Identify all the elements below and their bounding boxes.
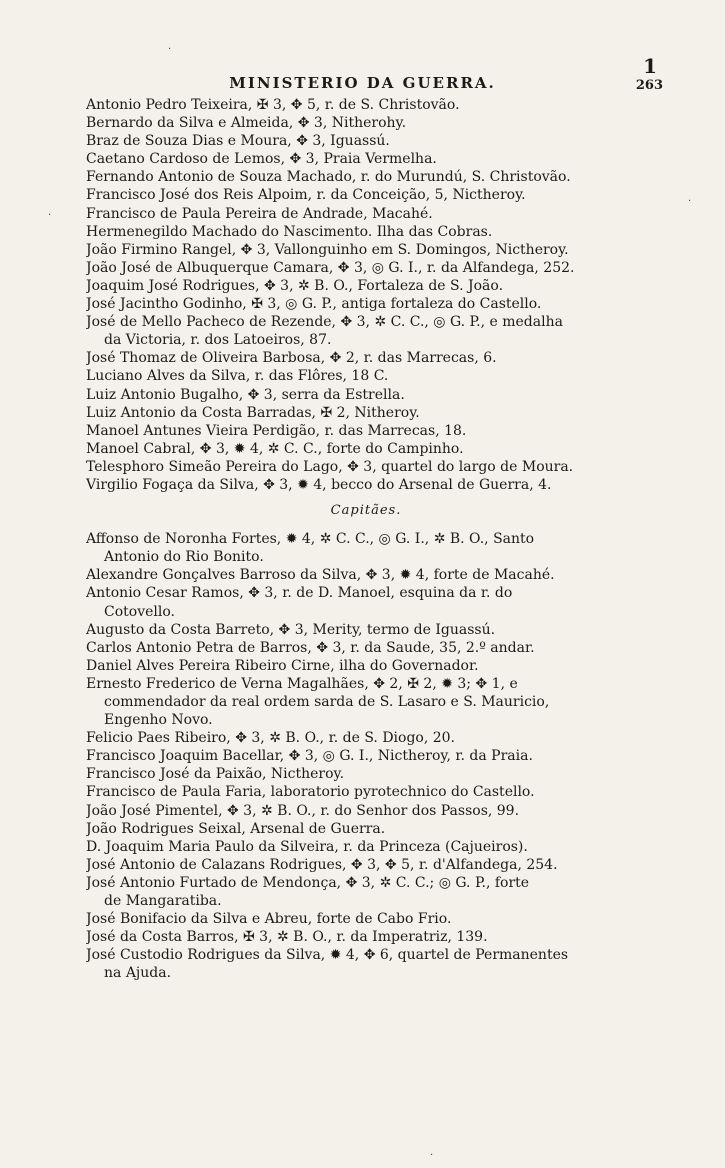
- entry-line: Francisco de Paula Faria, laboratorio pyrotechnico do Castello.: [86, 784, 535, 801]
- entry-line: Manoel Cabral, ✥ 3, ✹ 4, ✲ C. C., forte do Campinho.: [86, 440, 464, 457]
- entry-line: Felicio Paes Ribeiro, ✥ 3, ✲ B. O., r. de S. Diogo, 20.: [86, 730, 456, 747]
- entry-line: Carlos Antonio Petra de Barros, ✥ 3, r. da Saude, 35, 2.º andar.: [86, 639, 535, 656]
- entry-line: Manoel Antunes Vieira Perdigão, r. das Marrecas, 18.: [86, 422, 467, 439]
- entry-line: João José Pimentel, ✥ 3, ✲ B. O., r. do Senhor dos Passos, 99.: [86, 802, 520, 819]
- entry-line: Francisco José da Paixão, Nictheroy.: [86, 766, 345, 783]
- entry-line: José Custodio Rodrigues da Silva, ✹ 4, ✥ 6, quartel de Permanentes: [86, 947, 569, 964]
- page-number: 263: [635, 78, 663, 93]
- entry-line: José Antonio de Calazans Rodrigues, ✥ 3, ✥ 5, r. d'Alfandega, 254.: [86, 856, 558, 873]
- entry-line: Fernando Antonio de Souza Machado, r. do Murundú, S. Christovão.: [86, 169, 571, 186]
- entry-line: Luiz Antonio Bugalho, ✥ 3, serra da Estrella.: [86, 386, 405, 403]
- entry-line: Hermenegildo Machado do Nascimento. Ilha das Cobras.: [86, 223, 493, 240]
- entry-line: José Thomaz de Oliveira Barbosa, ✥ 2, r. das Marrecas, 6.: [86, 350, 497, 367]
- section-heading: Capitães.: [330, 503, 402, 519]
- entry-line: Francisco de Paula Pereira de Andrade, Macahé.: [86, 205, 433, 222]
- entry-line: José Bonifacio da Silva e Abreu, forte de Cabo Frio.: [86, 911, 452, 928]
- entry-line: José Jacintho Godinho, ✠ 3, ◎ G. P., antiga fortaleza do Castello.: [86, 296, 542, 313]
- entry-line: Francisco Joaquim Bacellar, ✥ 3, ◎ G. I., Nictheroy, r. da Praia.: [86, 748, 533, 765]
- entry-line: José da Costa Barros, ✠ 3, ✲ B. O., r. da Imperatriz, 139.: [86, 929, 488, 946]
- entry-continuation: Engenho Novo.: [104, 712, 213, 729]
- speck: ·: [430, 1150, 434, 1161]
- entry-line: João Firmino Rangel, ✥ 3, Vallonguinho em S. Domingos, Nictheroy.: [86, 241, 569, 258]
- entry-continuation: Antonio do Rio Bonito.: [104, 549, 264, 566]
- speck: ·: [48, 210, 52, 221]
- entry-list: [86, 96, 646, 983]
- entry-line: Joaquim José Rodrigues, ✥ 3, ✲ B. O., Fortaleza de S. João.: [86, 277, 504, 294]
- entry-continuation: da Victoria, r. dos Latoeiros, 87.: [104, 332, 332, 349]
- entry-line: Luiz Antonio da Costa Barradas, ✠ 2, Nitheroy.: [86, 404, 420, 421]
- running-title: MINISTERIO DA GUERRA.: [229, 74, 496, 92]
- entry-line: Virgilio Fogaça da Silva, ✥ 3, ✹ 4, becco do Arsenal de Guerra, 4.: [86, 476, 552, 493]
- entry-line: Braz de Souza Dias e Moura, ✥ 3, Iguassú.: [86, 133, 390, 150]
- entry-line: Francisco José dos Reis Alpoim, r. da Conceição, 5, Nictheroy.: [86, 187, 526, 204]
- entry-line: João Rodrigues Seixal, Arsenal de Guerra.: [86, 820, 386, 837]
- entry-line: José de Mello Pacheco de Rezende, ✥ 3, ✲ C. C., ◎ G. P., e medalha: [86, 314, 563, 331]
- speck: ·: [168, 44, 172, 55]
- entry-line: Bernardo da Silva e Almeida, ✥ 3, Nitherohy.: [86, 115, 407, 132]
- entry-line: Antonio Cesar Ramos, ✥ 3, r. de D. Manoel, esquina da r. do: [86, 585, 513, 602]
- entry-line: Caetano Cardoso de Lemos, ✥ 3, Praia Vermelha.: [86, 151, 437, 168]
- entry-line: João José de Albuquerque Camara, ✥ 3, ◎ G. I., r. da Alfandega, 252.: [86, 259, 575, 276]
- entry-line: Daniel Alves Pereira Ribeiro Cirne, ilha do Governador.: [86, 657, 479, 674]
- entry-line: Augusto da Costa Barreto, ✥ 3, Merity, termo de Iguassú.: [86, 621, 496, 638]
- entry-continuation: na Ajuda.: [104, 965, 172, 982]
- entry-continuation: de Mangaratiba.: [104, 893, 222, 910]
- page-header: [0, 54, 725, 96]
- entry-line: Affonso de Noronha Fortes, ✹ 4, ✲ C. C., ◎ G. I., ✲ B. O., Santo: [86, 531, 535, 548]
- entry-continuation: commendador da real ordem sarda de S. Lasaro e S. Mauricio,: [104, 694, 550, 710]
- entry-continuation: Cotovello.: [104, 603, 175, 620]
- entry-line: Ernesto Frederico de Verna Magalhães, ✥ 2, ✠ 2, ✹ 3; ✥ 1, e: [86, 675, 518, 692]
- corner-mark: 1: [643, 54, 659, 78]
- speck: ·: [688, 196, 692, 207]
- entry-line: Alexandre Gonçalves Barroso da Silva, ✥ 3, ✹ 4, forte de Macahé.: [86, 567, 555, 584]
- entry-line: Antonio Pedro Teixeira, ✠ 3, ✥ 5, r. de S. Christovão.: [86, 97, 460, 113]
- entry-line: José Antonio Furtado de Mendonça, ✥ 3, ✲ C. C.; ◎ G. P., forte: [86, 874, 530, 891]
- entry-line: D. Joaquim Maria Paulo da Silveira, r. da Princeza (Cajueiros).: [86, 838, 528, 855]
- entry-line: Luciano Alves da Silva, r. das Flôres, 18 C.: [86, 368, 389, 385]
- entry-line: Telesphoro Simeão Pereira do Lago, ✥ 3, quartel do largo de Moura.: [86, 458, 574, 475]
